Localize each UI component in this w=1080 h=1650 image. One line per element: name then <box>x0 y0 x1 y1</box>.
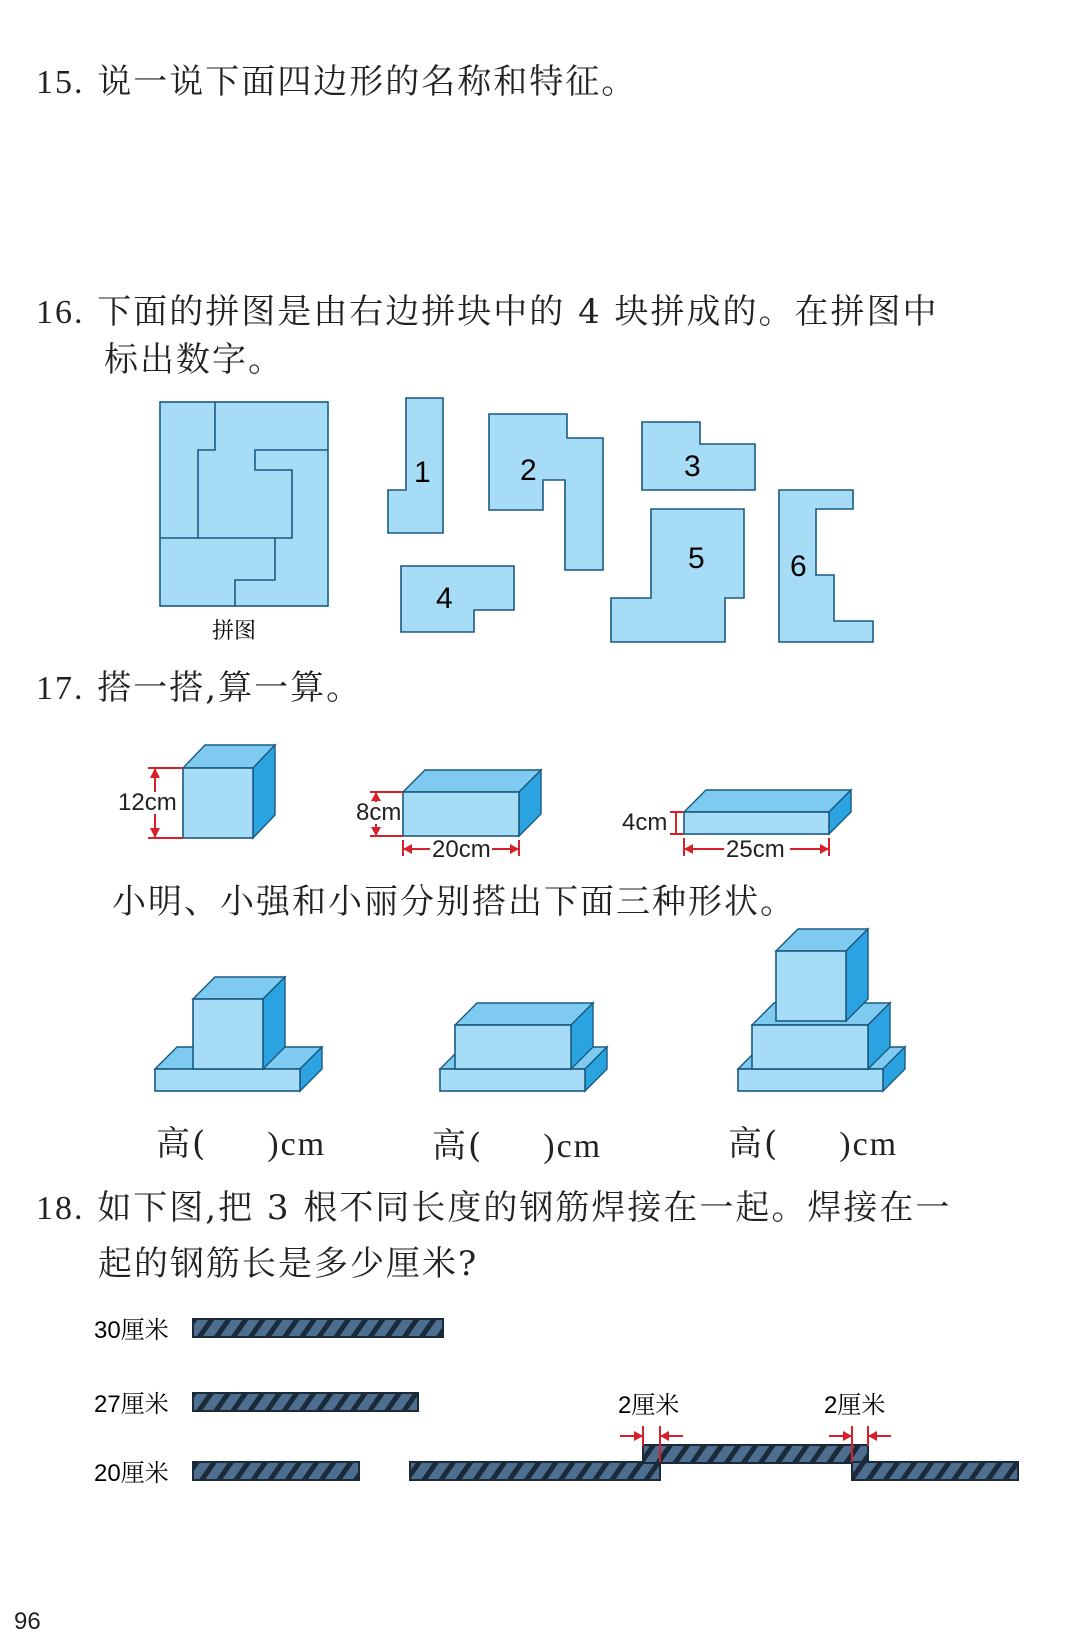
block-long-length-label: 20cm <box>432 836 491 863</box>
q15-heading <box>36 58 637 107</box>
q18-figure <box>0 1300 1080 1500</box>
welded-bar-c <box>852 1462 1018 1480</box>
q16-text-line2: 标出数字。 <box>104 340 284 380</box>
answer-1-prefix: 高( <box>156 1124 208 1164</box>
answer-2-suffix: )cm <box>543 1128 603 1165</box>
stack-1 <box>155 977 322 1091</box>
block-long-height-label: 8cm <box>356 799 402 826</box>
welded-bar-a <box>410 1462 660 1480</box>
piece-4-label: 4 <box>436 582 453 615</box>
q17-number: 17. <box>36 670 85 707</box>
block-cube <box>118 745 275 838</box>
answer-2 <box>432 1122 602 1171</box>
q18-number: 18. <box>36 1190 85 1227</box>
q16-figure <box>0 390 1080 670</box>
q17-blocks <box>0 730 1080 870</box>
q17-heading <box>36 664 362 713</box>
welded-bar-b <box>643 1445 868 1463</box>
q17-subtitle: 小明、小强和小丽分别搭出下面三种形状。 <box>112 882 796 922</box>
stack-3 <box>738 929 905 1091</box>
answer-2-prefix: 高( <box>432 1126 484 1166</box>
piece-4 <box>401 566 514 632</box>
puzzle-caption: 拼图 <box>212 618 257 643</box>
q16-number: 16. <box>36 294 85 331</box>
answer-3-suffix: )cm <box>839 1126 899 1163</box>
block-long <box>356 770 541 863</box>
piece-2-label: 2 <box>520 454 537 487</box>
piece-3-label: 3 <box>684 450 701 483</box>
q15-number: 15. <box>36 64 85 101</box>
answer-1 <box>156 1120 326 1169</box>
bar-20 <box>193 1462 359 1480</box>
overlap-label-2: 2厘米 <box>824 1392 886 1419</box>
piece-1-label: 1 <box>414 456 431 489</box>
q17-text: 搭一搭,算一算。 <box>97 668 363 708</box>
answer-3 <box>728 1120 898 1169</box>
q17-stacks <box>0 925 1080 1105</box>
q16-heading <box>36 288 939 337</box>
block-cube-height-label: 12cm <box>118 789 177 816</box>
bar-20-label: 20厘米 <box>94 1460 169 1487</box>
q16-text-line1: 下面的拼图是由右边拼块中的 4 块拼成的。在拼图中 <box>97 292 939 332</box>
piece-2 <box>489 414 603 570</box>
overlap-label-1: 2厘米 <box>618 1392 680 1419</box>
block-slab-length-label: 25cm <box>726 836 785 863</box>
bar-27-label: 27厘米 <box>94 1391 169 1418</box>
bar-27 <box>193 1393 418 1411</box>
q15-text: 说一说下面四边形的名称和特征。 <box>97 62 638 102</box>
bar-30-label: 30厘米 <box>94 1317 169 1344</box>
answer-3-prefix: 高( <box>728 1124 780 1164</box>
q18-heading <box>36 1184 951 1233</box>
bar-30 <box>193 1319 443 1337</box>
answer-1-suffix: )cm <box>267 1126 327 1163</box>
piece-6-label: 6 <box>790 550 807 583</box>
puzzle-grid <box>160 402 328 606</box>
block-slab <box>622 790 851 863</box>
piece-5-label: 5 <box>688 542 705 575</box>
page-number: 96 <box>14 1608 41 1635</box>
q18-text-line1: 如下图,把 3 根不同长度的钢筋焊接在一起。焊接在一 <box>97 1188 952 1228</box>
q18-text-line2: 起的钢筋长是多少厘米? <box>98 1244 479 1284</box>
block-slab-height-label: 4cm <box>622 809 668 836</box>
piece-5 <box>611 509 744 642</box>
stack-2 <box>440 1003 607 1091</box>
